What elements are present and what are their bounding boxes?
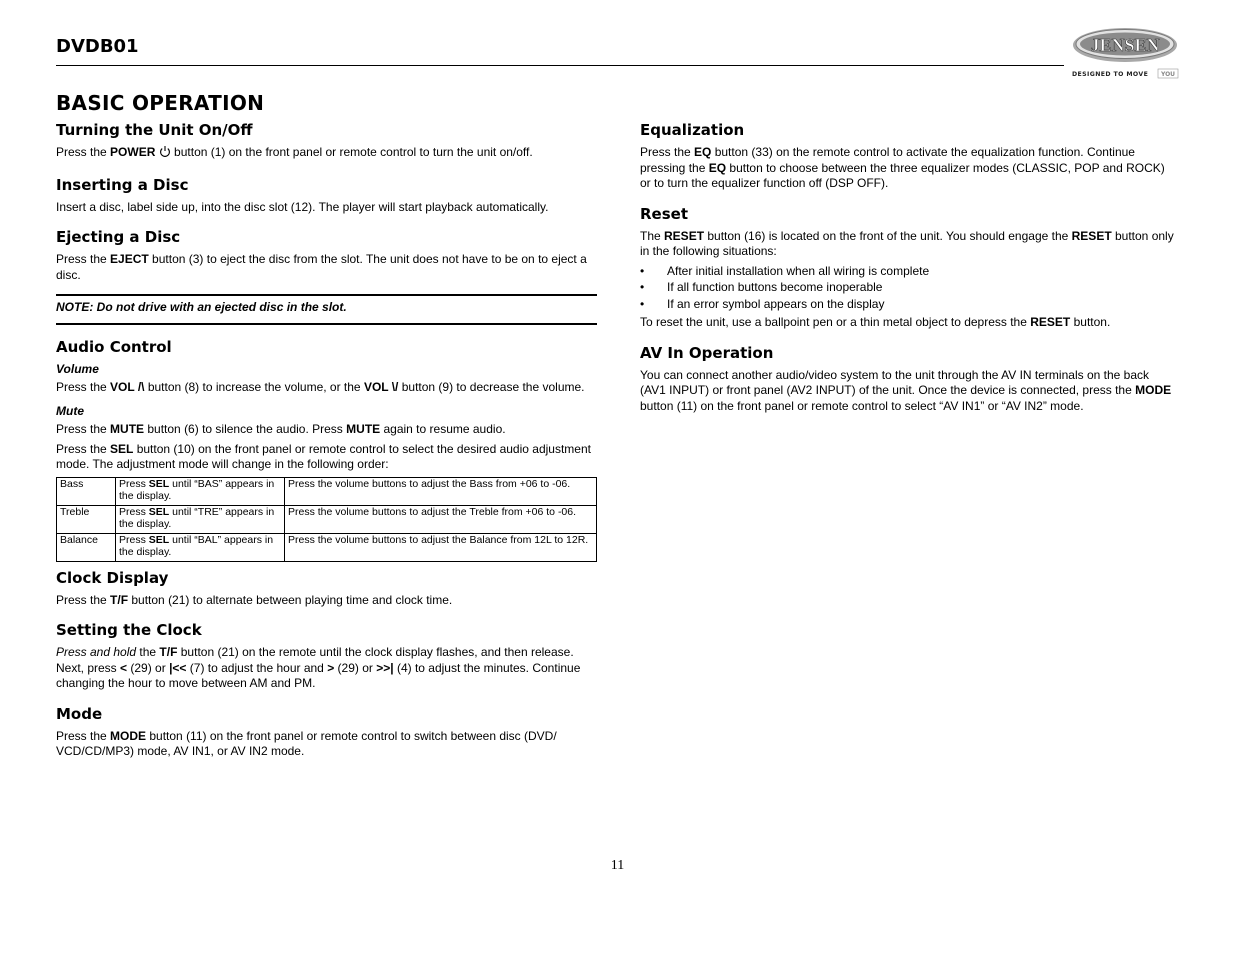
volume-paragraph: Press the VOL /\ button (8) to increase the volume, or the VOL \/ button (9) to decrease the volume. <box>56 380 585 394</box>
heading-reset: Reset <box>640 204 688 223</box>
logo-wordmark: JENSEN <box>1090 35 1160 55</box>
heading-audio-control: Audio Control <box>56 337 172 356</box>
table-cell: Press the volume buttons to adjust the Balance from 12L to 12R. <box>285 533 597 561</box>
note-eject: NOTE: Do not drive with an ejected disc in the slot. <box>56 294 597 325</box>
setting-clock-paragraph: Press and hold the T/F button (21) on the remote until the clock display flashes, and then release. Next, press < (29) or |<< (7) to adjust the hour and > (29) or >>| (4) to adjust the minutes. Continue changing the hour to move between AM and PM. <box>56 645 581 690</box>
power-icon <box>159 145 171 163</box>
table-cell: Bass <box>57 477 116 505</box>
list-item: • After initial installation when all wiring is complete <box>640 263 930 278</box>
heading-equalization: Equalization <box>640 121 745 139</box>
heading-av-in: AV In Operation <box>640 343 774 362</box>
right-column <box>640 120 1175 418</box>
insert-paragraph: Insert a disc, label side up, into the disc slot (12). The player will start playback automatically. <box>56 199 549 214</box>
heading-clock-display: Clock Display <box>56 568 169 587</box>
page-number: 11 <box>610 858 625 873</box>
heading-setting-clock: Setting the Clock <box>56 621 202 639</box>
model-name: DVDB01 <box>56 36 139 57</box>
audio-adjust-table <box>56 477 597 562</box>
heading-inserting-disc: Inserting a Disc <box>56 175 189 194</box>
sel-paragraph: Press the SEL button (10) on the front panel or remote control to select the desired audio adjustment mode. The adjustment mode will change in the following order: <box>56 441 591 471</box>
clock-paragraph: Press the T/F button (21) to alternate between playing time and clock time. <box>56 592 453 607</box>
eq-paragraph: Press the EQ button (33) on the remote control to activate the equalization function. Continue pressing the EQ button to choose between the three equalizer modes (CLASSIC, POP and ROCK) or to turn the equalizer function off (DSP OFF). <box>640 145 1165 190</box>
table-row <box>57 505 597 533</box>
av-in-paragraph: You can connect another audio/video system to the unit through the AV IN terminals on the back (AV1 INPUT) or front panel (AV2 INPUT) of the unit. Once the device is connected, press the MODE button (11) on the front panel or remote control to select “AV IN1” or “AV IN2” mode. <box>640 367 1172 413</box>
page-title: BASIC OPERATION <box>56 91 265 115</box>
table-cell: Press SEL until “BAL” appears in the display. <box>116 533 285 561</box>
table-cell: Press SEL until “TRE” appears in the display. <box>116 505 285 533</box>
logo-tagline: DESIGNED TO MOVE <box>1072 71 1149 78</box>
table-cell: Balance <box>57 533 116 561</box>
left-column <box>56 120 597 764</box>
table-cell: Press the volume buttons to adjust the Bass from +06 to -06. <box>285 477 597 505</box>
heading-turning-on-off: Turning the Unit On/Off <box>56 121 253 139</box>
header-rule <box>56 65 1064 66</box>
mute-paragraph: Press the MUTE button (6) to silence the audio. Press MUTE again to resume audio. <box>56 422 506 436</box>
subheading-mute: Mute <box>56 403 84 418</box>
logo-tagline-you: YOU <box>1160 71 1176 78</box>
on-off-paragraph: Press the POWER button (1) on the front panel or remote control to turn the unit on/off. <box>56 145 597 163</box>
reset-method-paragraph: To reset the unit, use a ballpoint pen or a thin metal object to depress the RESET button. <box>640 315 1111 329</box>
list-item: • If all function buttons become inoperable <box>640 280 883 294</box>
table-row <box>57 477 597 505</box>
reset-paragraph: The RESET button (16) is located on the front of the unit. You should engage the RESET button only in the following situations: <box>640 228 1174 258</box>
eject-paragraph: Press the EJECT button (3) to eject the disc from the slot. The unit does not have to be on to eject a disc. <box>56 252 587 282</box>
table-cell: Press the volume buttons to adjust the Treble from +06 to -06. <box>285 505 597 533</box>
table-row <box>57 533 597 561</box>
heading-mode: Mode <box>56 704 103 723</box>
jensen-logo <box>1068 26 1183 82</box>
table-cell: Treble <box>57 505 116 533</box>
mode-paragraph: Press the MODE button (11) on the front panel or remote control to switch between disc (DVD/ VCD/CD/MP3) mode, AV IN1, or AV IN2 mode. <box>56 728 557 758</box>
heading-ejecting-disc: Ejecting a Disc <box>56 228 181 246</box>
reset-bullet-list <box>640 264 1175 313</box>
table-cell: Press SEL until “BAS” appears in the display. <box>116 477 285 505</box>
subheading-volume: Volume <box>56 361 99 376</box>
list-item: • If an error symbol appears on the display <box>640 296 885 311</box>
